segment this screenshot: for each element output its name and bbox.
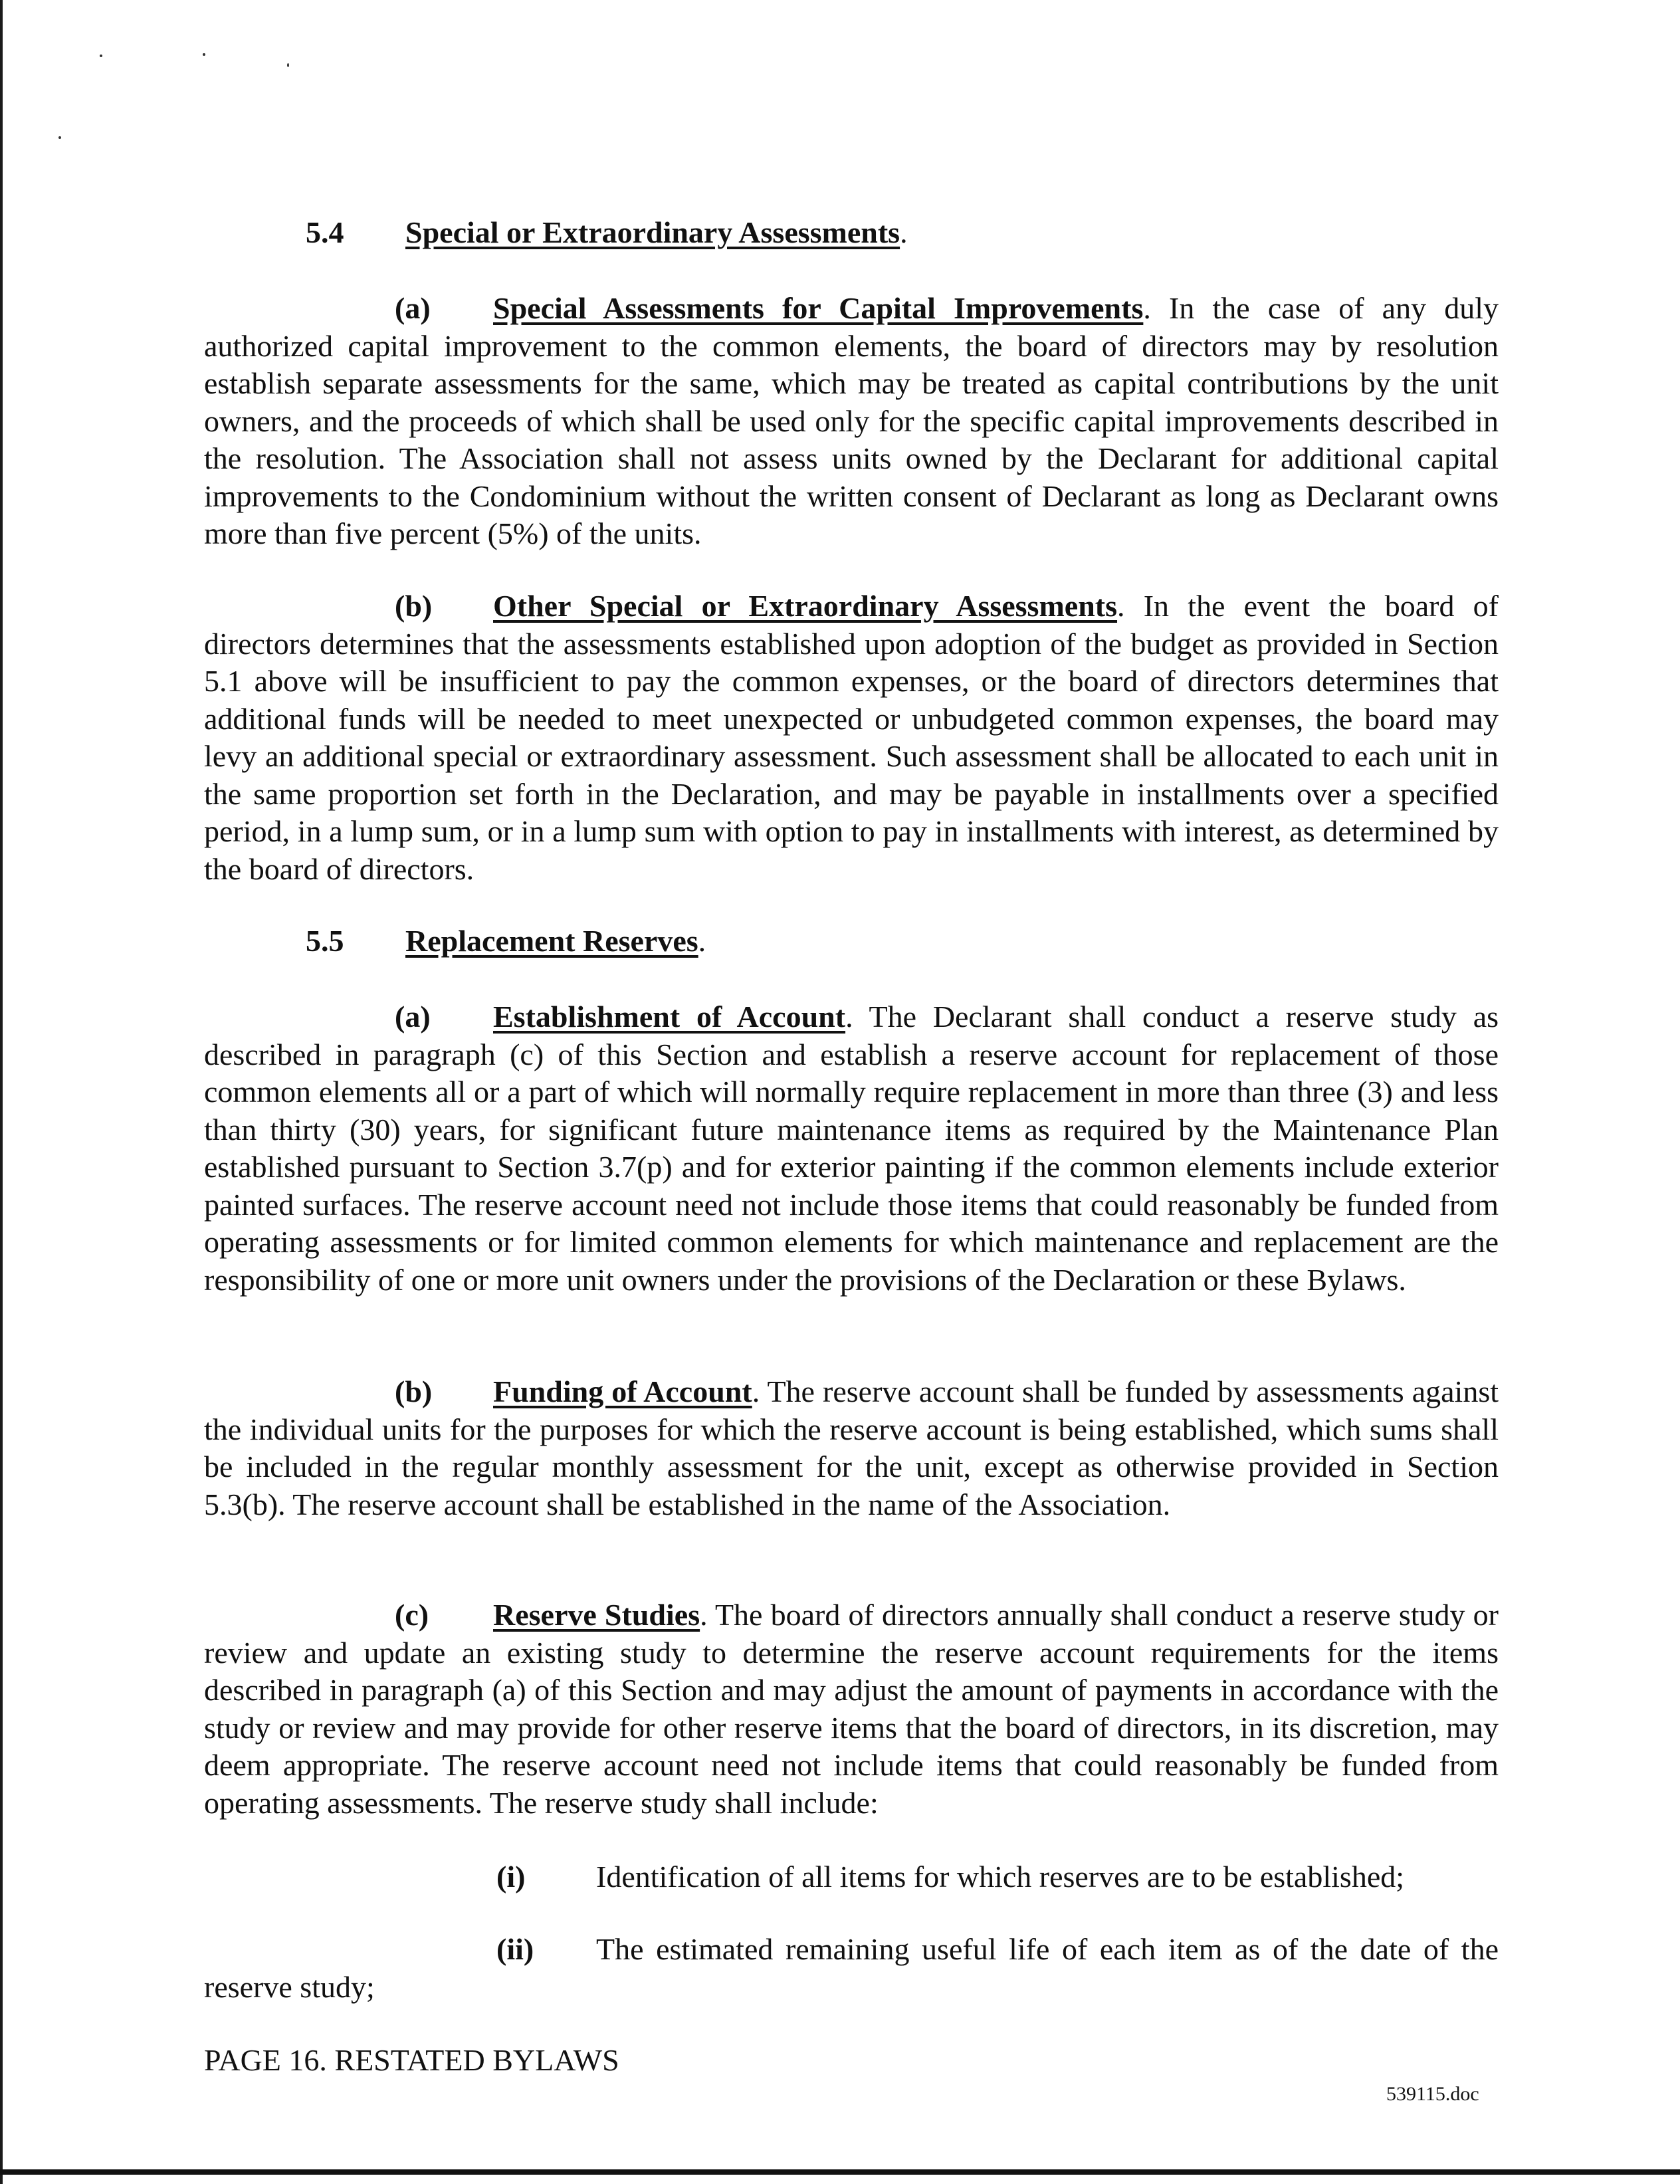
page-footer-label: PAGE 16. RESTATED BYLAWS (204, 2043, 619, 2077)
item-label: (i) (496, 1860, 526, 1894)
scan-speck (203, 53, 205, 56)
paragraph-label: (b) (395, 589, 433, 623)
document-id: 539115.doc (1386, 2083, 1479, 2105)
section-5-4-heading: 5.4 Special or Extraordinary Assessments. (306, 213, 908, 253)
paragraph-text: The board of directors annually shall conduct a reserve study or review and update an existing study to determine the reserve account requirements for the items described in paragraph (a) of this Section and may adjust the amount of payments in accordance with the study or review and may provide for other reserve items that the board of directors, in its discretion, may deem appropriate. The reserve account need not include items that could reasonably be funded from operating assessments. The reserve study shall include: (204, 1598, 1499, 1820)
section-title: Replacement Reserves (405, 924, 698, 958)
section-title: Special or Extraordinary Assessments (405, 215, 900, 249)
page-bottom-edge (0, 2169, 1680, 2175)
section-5-5-heading: 5.5 Replacement Reserves. (306, 921, 706, 961)
section-number: 5.5 (306, 924, 344, 958)
paragraph-title: Reserve Studies (493, 1598, 700, 1632)
paragraph-label: (c) (395, 1598, 429, 1632)
paragraph-text: The reserve account shall be funded by assessments against the individual units for the purposes for which the reserve account is being established, which sums shall be included in the regular monthly assessment for the unit, except as otherwise provided in Section 5.3(b). The reserve account shall be established in the name of the Association. (204, 1374, 1499, 1521)
paragraph-text: The Declarant shall conduct a reserve study as described in paragraph (c) of this Section and establish a reserve account for replacement of those common elements all or a part of which will normally require replacement in more than three (3) and less than thirty (30) years, for significant future maintenance items as required by the Maintenance Plan established pursuant to Section 3.7(p) and for exterior painting if the common elements include exterior painted surfaces. The reserve account need not include those items that could reasonably be funded from operating assessments or for limited common elements for which maintenance and replacement are the responsibility of one or more unit owners under the provisions of the Declaration or these Bylaws. (204, 1000, 1499, 1297)
scan-speck (58, 136, 61, 139)
scan-speck (100, 55, 102, 57)
paragraph-5-5-b: (b) Funding of Account. The reserve account shall be funded by assessments against the individual units for the purposes for which the reserve account is being established, which sums shall be included in the regular monthly assessment for the unit, except as otherwise provided in Section 5.3(b). The reserve account shall be established in the name of the Association. (204, 1374, 1499, 1521)
paragraph-title: Funding of Account (493, 1374, 752, 1408)
list-item (204, 1931, 1499, 2006)
page-left-edge (0, 0, 3, 2184)
paragraph-title: Establishment of Account (493, 1000, 846, 1034)
paragraph-5-4-b: (b) Other Special or Extraordinary Assessments. In the event the board of directors determines that the assessments established upon adoption of the budget as provided in Section 5.1 above will be insufficient to pay the common expenses, or the board of directors determines that additional funds will be needed to meet unexpected or unbudgeted common expenses, the board may levy an additional special or extraordinary assessment. Such assessment shall be allocated to each unit in the same proportion set forth in the Declaration, and may be payable in installments over a specified period, in a lump sum, or in a lump sum with option to pay in installments with interest, as determined by the board of directors. (204, 589, 1499, 886)
section-number: 5.4 (306, 215, 344, 249)
paragraph-label: (a) (395, 291, 431, 325)
paragraph-5-5-c: (c) Reserve Studies. The board of directors annually shall conduct a reserve study or review and update an existing study to determine the reserve account requirements for the items described in paragraph (a) of this Section and may adjust the amount of payments in accordance with the study or review and may provide for other reserve items that the board of directors, in its discretion, may deem appropriate. The reserve account need not include items that could reasonably be funded from operating assessments. The reserve study shall include: (204, 1598, 1499, 1820)
list-item (204, 1858, 1499, 1896)
item-text: Identification of all items for which reserves are to be established; (596, 1860, 1405, 1894)
paragraph-text: In the event the board of directors determines that the assessments established upon adoption of the budget as provided in Section 5.1 above will be insufficient to pay the common expenses, or the board of directors determines that additional funds will be needed to meet unexpected or unbudgeted common expenses, the board may levy an additional special or extraordinary assessment. Such assessment shall be allocated to each unit in the same proportion set forth in the Declaration, and may be payable in installments over a specified period, in a lump sum, or in a lump sum with option to pay in installments with interest, as determined by the board of directors. (204, 589, 1499, 886)
item-label: (ii) (496, 1932, 534, 1966)
item-text: The estimated remaining useful life of each item as of the date of the reserve study; (204, 1932, 1499, 2004)
paragraph-label: (a) (395, 1000, 431, 1034)
paragraph-title: Special Assessments for Capital Improvements (493, 291, 1144, 325)
paragraph-text: In the case of any duly authorized capital improvement to the common elements, the board of directors may by resolution establish separate assessments for the same, which may be treated as capital contributions by the unit owners, and the proceeds of which shall be used only for the specific capital improvements described in the resolution. The Association shall not assess units owned by the Declarant for additional capital improvements to the Condominium without the written consent of Declarant as long as Declarant owns more than five percent (5%) of the units. (204, 291, 1499, 550)
paragraph-5-5-a: (a) Establishment of Account. The Declarant shall conduct a reserve study as described in paragraph (c) of this Section and establish a reserve account for replacement of those common elements all or a part of which will normally require replacement in more than three (3) and less than thirty (30) years, for significant future maintenance items as required by the Maintenance Plan established pursuant to Section 3.7(p) and for exterior painting if the common elements include exterior painted surfaces. The reserve account need not include those items that could reasonably be funded from operating assessments or for limited common elements for which maintenance and replacement are the responsibility of one or more unit owners under the provisions of the Declaration or these Bylaws. (204, 1000, 1499, 1297)
paragraph-title: Other Special or Extraordinary Assessments (493, 589, 1118, 623)
paragraph-5-4-a: (a) Special Assessments for Capital Improvements. In the case of any duly authorized capital improvement to the common elements, the board of directors may by resolution establish separate assessments for the same, which may be treated as capital contributions by the unit owners, and the proceeds of which shall be used only for the specific capital improvements described in the resolution. The Association shall not assess units owned by the Declarant for additional capital improvements to the Condominium without the written consent of Declarant as long as Declarant owns more than five percent (5%) of the units. (204, 291, 1499, 550)
paragraph-label: (b) (395, 1374, 433, 1408)
scan-speck (287, 63, 289, 67)
